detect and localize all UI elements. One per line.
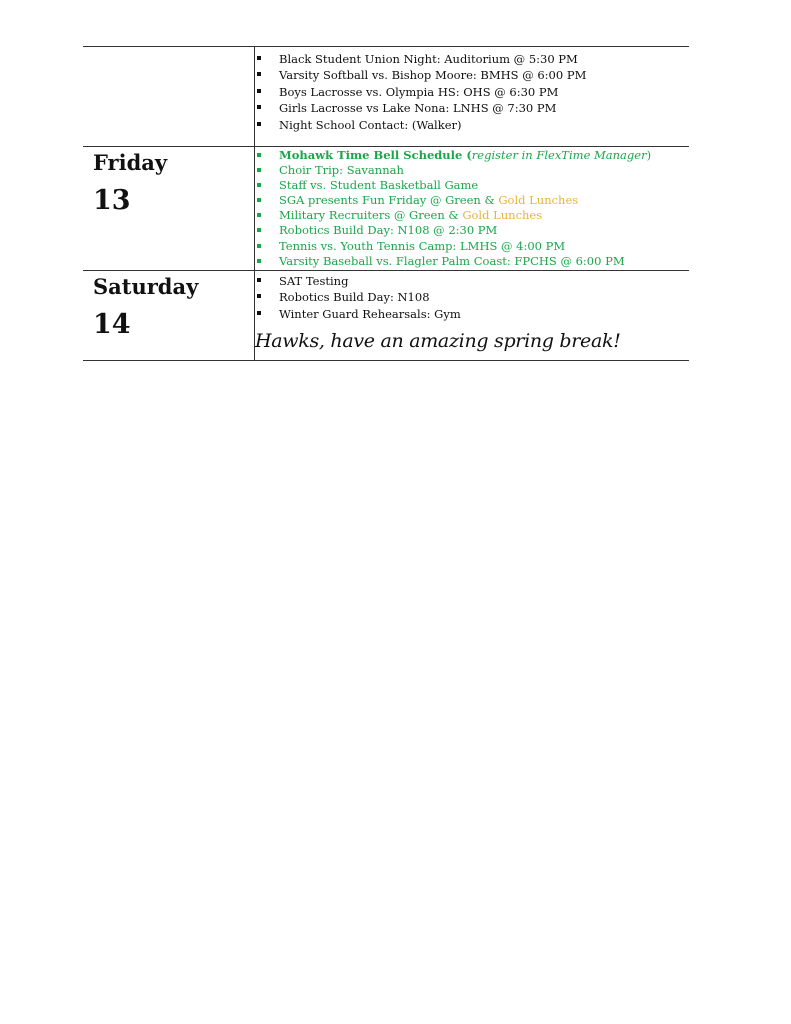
event-item: Varsity Baseball vs. Flagler Palm Coast: FPCHS @ 6:00 PM xyxy=(257,254,689,269)
events-cell xyxy=(255,47,689,146)
bullet-icon xyxy=(257,72,261,76)
bullet-icon xyxy=(257,122,261,126)
day-name: Friday xyxy=(93,150,168,175)
event-item-bell-schedule: Mohawk Time Bell Schedule (register in FlexTime Manager) xyxy=(257,148,689,163)
calendar-table xyxy=(83,46,689,361)
bullet-icon xyxy=(257,228,261,232)
event-item: Varsity Softball vs. Bishop Moore: BMHS @ 6:00 PM xyxy=(257,67,689,83)
day-number: 14 xyxy=(93,309,131,340)
event-list xyxy=(257,47,689,133)
bullet-icon xyxy=(257,294,261,298)
calendar-row-friday xyxy=(83,147,689,271)
bullet-icon xyxy=(257,213,261,217)
bullet-icon xyxy=(257,183,261,187)
event-item: Winter Guard Rehearsals: Gym xyxy=(257,306,689,322)
event-item: Tennis vs. Youth Tennis Camp: LMHS @ 4:00 PM xyxy=(257,239,689,254)
event-item: Boys Lacrosse vs. Olympia HS: OHS @ 6:30 PM xyxy=(257,84,689,100)
event-item: SGA presents Fun Friday @ Green & Gold Lunches xyxy=(257,193,689,208)
bullet-icon xyxy=(257,198,261,202)
bullet-icon xyxy=(257,153,261,157)
event-item: Robotics Build Day: N108 @ 2:30 PM xyxy=(257,223,689,238)
bullet-icon xyxy=(257,89,261,93)
bullet-icon xyxy=(257,278,261,282)
event-list xyxy=(257,147,689,269)
events-cell xyxy=(255,271,689,360)
bullet-icon xyxy=(257,311,261,315)
day-cell-friday xyxy=(83,147,255,270)
bullet-icon xyxy=(257,244,261,248)
calendar-row-continued xyxy=(83,47,689,147)
event-item: Choir Trip: Savannah xyxy=(257,163,689,178)
event-item: Staff vs. Student Basketball Game xyxy=(257,178,689,193)
event-item: SAT Testing xyxy=(257,273,689,289)
event-item: Military Recruiters @ Green & Gold Lunches xyxy=(257,208,689,223)
events-cell xyxy=(255,147,689,270)
day-number: 13 xyxy=(93,185,131,216)
calendar-row-saturday xyxy=(83,271,689,361)
event-item: Girls Lacrosse vs Lake Nona: LNHS @ 7:30 PM xyxy=(257,100,689,116)
event-item: Night School Contact: (Walker) xyxy=(257,117,689,133)
event-item: Black Student Union Night: Auditorium @ 5:30 PM xyxy=(257,51,689,67)
bullet-icon xyxy=(257,259,261,263)
event-list xyxy=(257,271,689,322)
closing-message: Hawks, have an amazing spring break! xyxy=(255,330,621,353)
bullet-icon xyxy=(257,105,261,109)
event-item: Robotics Build Day: N108 xyxy=(257,289,689,305)
bullet-icon xyxy=(257,168,261,172)
day-cell-empty xyxy=(83,47,255,146)
day-name: Saturday xyxy=(93,274,199,299)
bullet-icon xyxy=(257,56,261,60)
day-cell-saturday xyxy=(83,271,255,360)
